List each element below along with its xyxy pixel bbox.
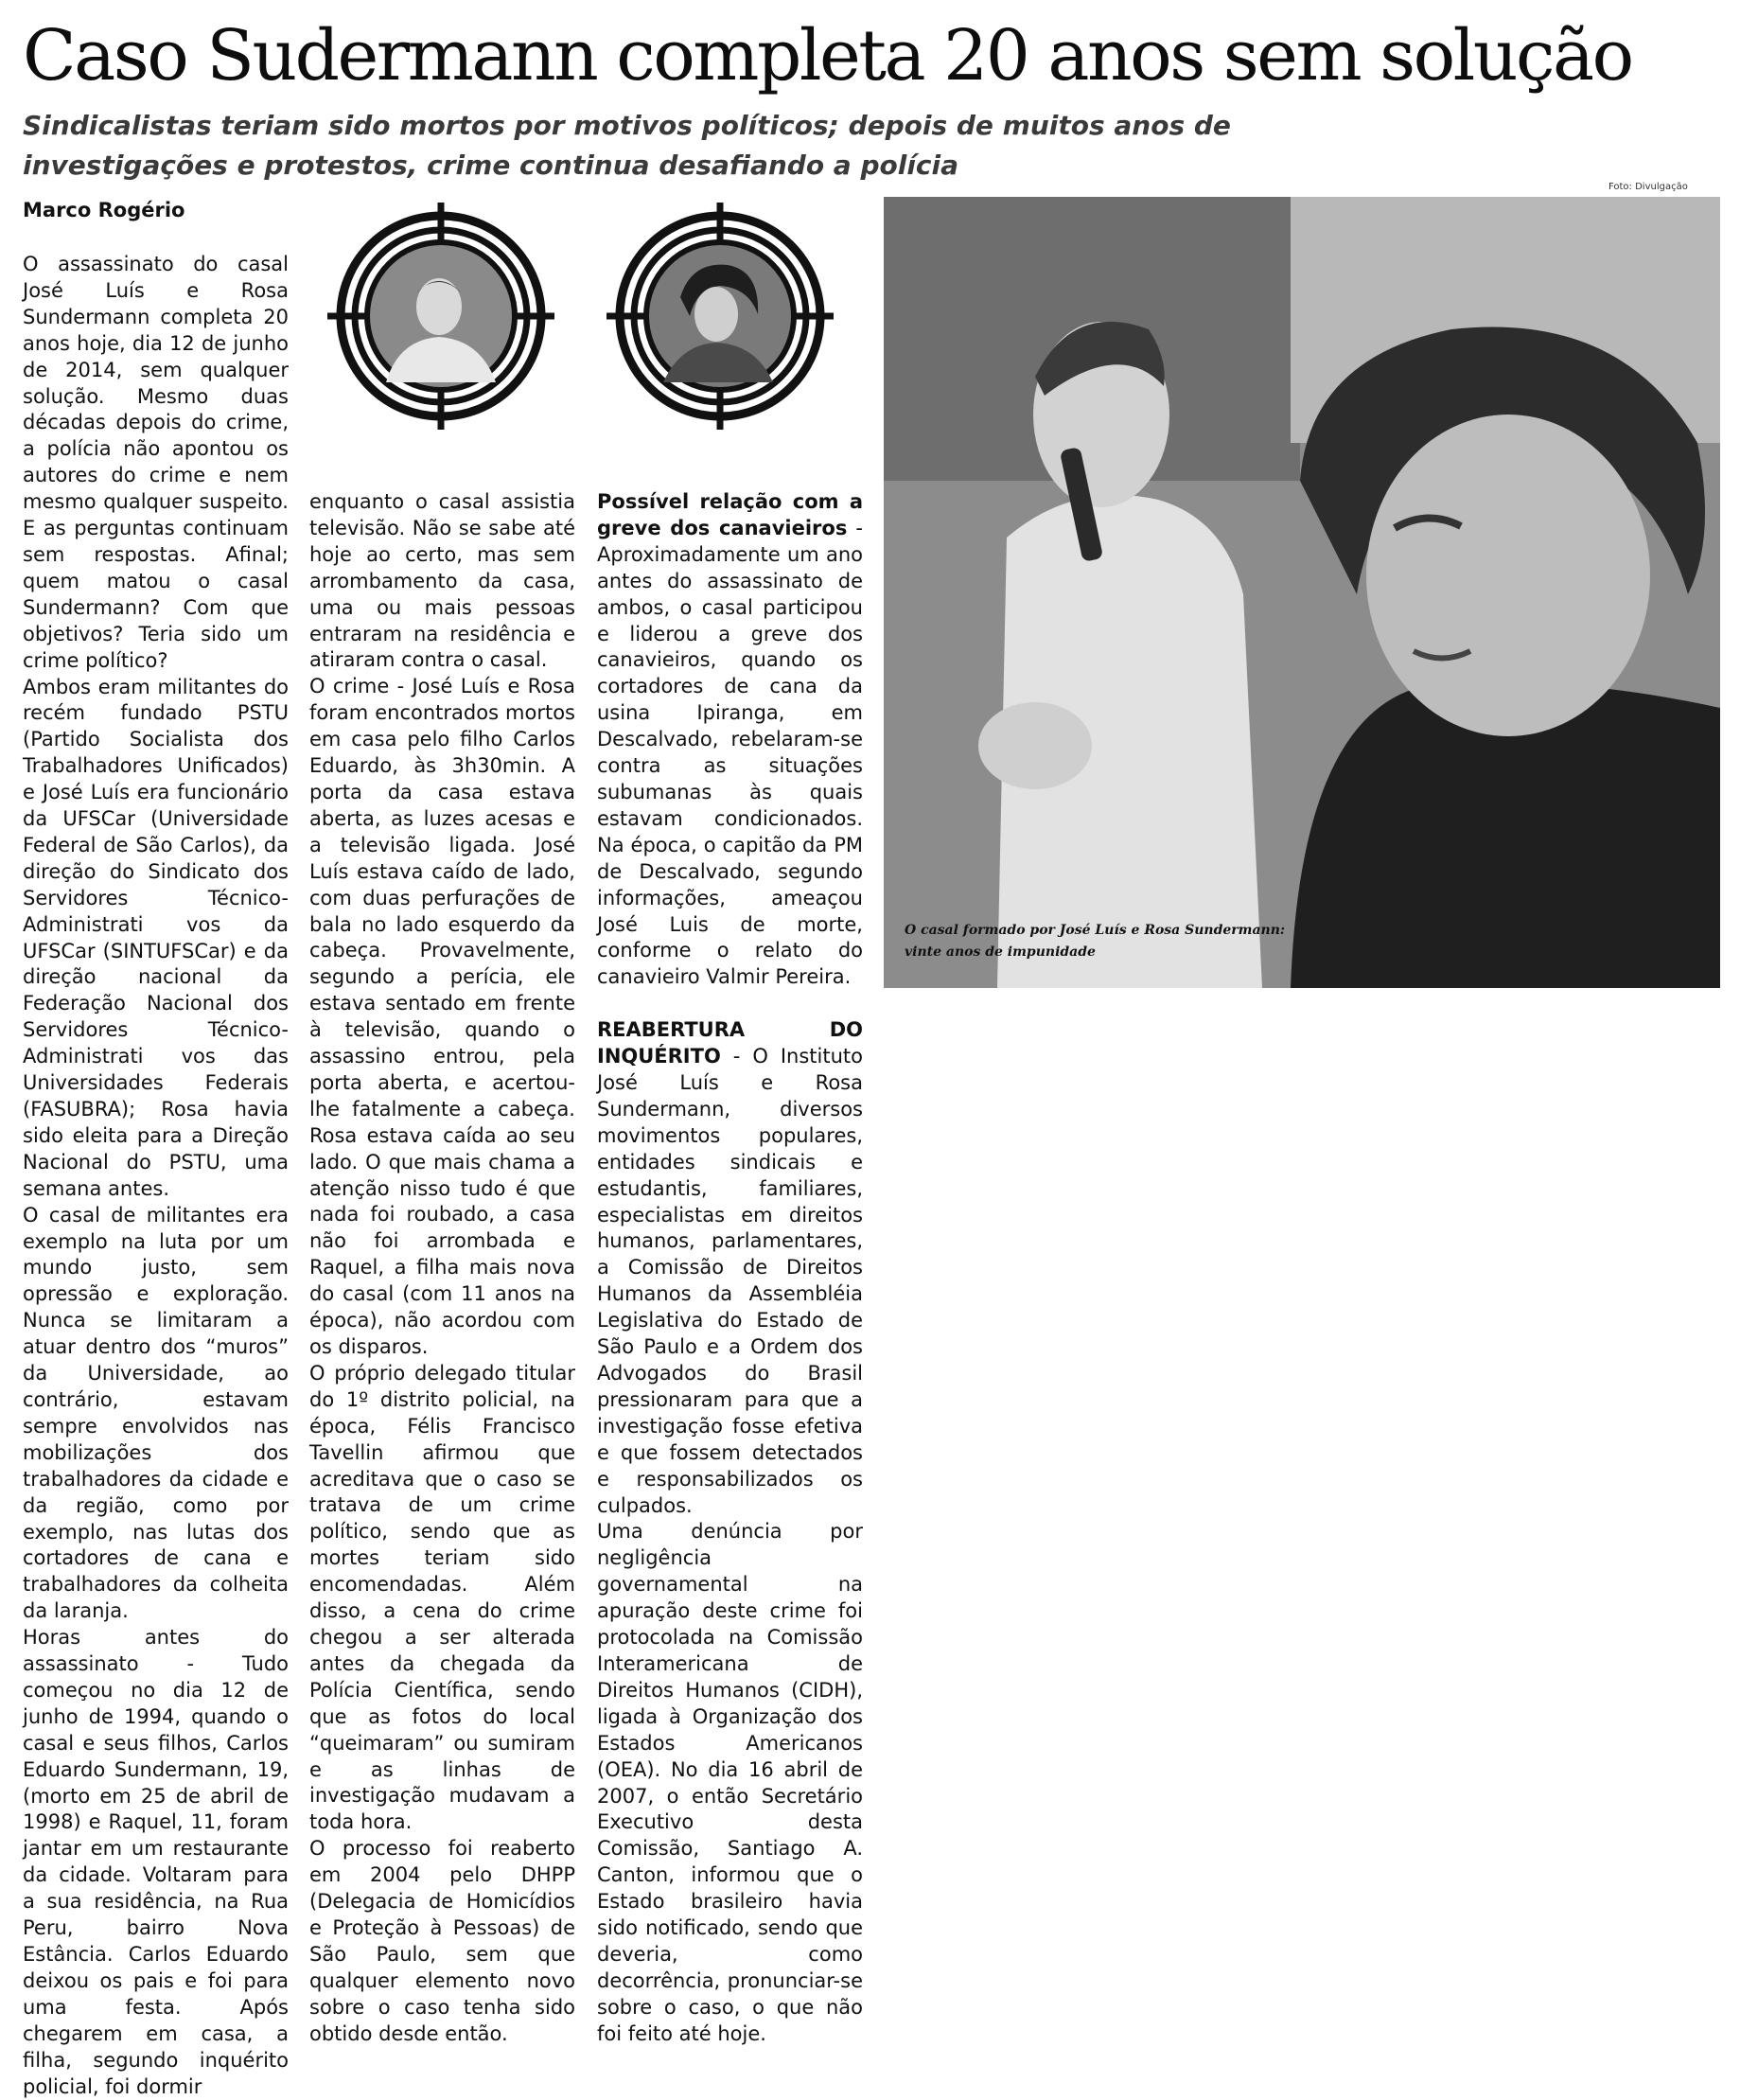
paragraph-lead: Horas antes do assassinato bbox=[23, 1626, 289, 1676]
paragraph-body: - O Instituto José Luís e Rosa Sundermann, diversos movimentos populares, entidades sindicais e estudantis, familiares, especialistas em direitos humanos, parlamentares, a Comissão de Direitos Humanos da Assembléia Legislativa do Estado de São Paulo e a Ordem dos Advogados do Brasil pressionaram para que a investigação fosse efetiva e que fossem detectados e responsabilizados os culpados. bbox=[597, 1045, 863, 1517]
woman-face bbox=[1366, 415, 1650, 736]
paragraph bbox=[597, 1017, 863, 1519]
portrait-target-jose bbox=[327, 203, 554, 430]
section-heading: REABERTURA DO INQUÉRITO bbox=[597, 1018, 863, 1068]
man-hand bbox=[978, 702, 1092, 789]
paragraph-gap bbox=[597, 991, 863, 1017]
photo-caption: O casal formado por José Luís e Rosa Sundermann: vinte anos de impunidade bbox=[905, 923, 1286, 960]
paragraph-body: - José Luís e Rosa foram encontrados mortos em casa pelo filho Carlos Eduardo, às 3h30min. A porta da casa estava aberta, as luzes acesas e a televisão ligada. José Luís estava caído de lado, com duas perfurações de bala no lado esquerdo da cabeça. Provavelmente, segundo a perícia, ele estava sentado em frente à televisão, quando o assassino entrou, pela porta aberta, e acertou-lhe fatalmente a cabeça. Rosa estava caída ao seu lado. O que mais chama a atenção nisso tudo é que nada foi roubado, a casa não foi arrombada e Raquel, a filha mais nova do casal (com 11 anos na época), não acordou com os disparos. bbox=[309, 675, 575, 1358]
main-photo bbox=[884, 197, 1720, 988]
paragraph bbox=[23, 1625, 289, 2100]
paragraph: O casal de militantes era exemplo na luta por um mundo justo, sem opressão e exploração. Nunca se limitaram a atuar dentro dos “muros” da Universidade, ao contrário, estavam sempre envolvidos nas mobilizações dos trabalhadores da cidade e da região, como por exemplo, nas lutas dos cortadores de cana e trabalhadores da colheita da laranja. bbox=[23, 1203, 289, 1623]
paragraph: O assassinato do casal José Luís e Rosa Sundermann completa 20 anos hoje, dia 12 de junho de 2014, sem qualquer solução. Mesmo duas décadas depois do crime, a polícia não apontou os autores do crime e nem mesmo qualquer suspeito. E as perguntas continuam sem respostas. Afinal; quem matou o casal Sundermann? Com que objetivos? Teria sido um crime político? bbox=[23, 253, 289, 672]
headline: Caso Sudermann completa 20 anos sem solução bbox=[23, 15, 1632, 97]
paragraph: Uma denúncia por negligência governamental na apuração deste crime foi protocolada na Comissão Interamericana de Direitos Humanos (CIDH), ligada à Organização dos Estados Americanos (OEA). No dia 16 abril de 2007, o então Secretário Executivo desta Comissão, Santiago A. Canton, informou que o Estado brasileiro havia sido notificado, sendo que deveria, como decorrência, pronunciar-se sobre o caso, o que não foi feito até hoje. bbox=[597, 1520, 863, 2045]
byline: Marco Rogério bbox=[23, 199, 185, 221]
portrait-face bbox=[694, 287, 738, 342]
article-column-2 bbox=[309, 489, 575, 2047]
paragraph bbox=[597, 489, 863, 991]
paragraph-lead: O crime bbox=[309, 675, 390, 698]
paragraph-body: - Tudo começou no dia 12 de junho de 1994, quando o casal e seus filhos, Carlos Eduardo Sundermann, 19, (morto em 25 de abril de 1998) e Raquel, 11, foram jantar em um restaurante da cidade. Voltaram para a sua residência, na Rua Peru, bairro Nova Estância. Carlos Eduardo deixou os pais e foi para uma festa. Após chegarem em casa, a filha, segundo inquérito policial, foi dormir bbox=[23, 1652, 289, 2098]
section-heading: Possível relação com a greve dos canavieiros bbox=[597, 490, 863, 539]
paragraph bbox=[309, 674, 575, 1361]
paragraph: Ambos eram militantes do recém fundado PSTU (Partido Socialista dos Trabalhadores Unificados) e José Luís era funcionário da UFSCar (Universidade Federal de São Carlos), da direção do Sindicato dos Servidores Técnico-Administrati vos da UFSCar (SINTUFSCar) e da direção nacional da Federação Nacional dos Servidores Técnico-Administrati vos das Universidades Federais (FASUBRA); Rosa havia sido eleita para a Direção Nacional do PSTU, uma semana antes. bbox=[23, 675, 289, 1200]
subtitle: Sindicalistas teriam sido mortos por motivos políticos; depois de muitos anos de investigações e protestos, crime continua desafiando a polícia bbox=[23, 110, 1231, 181]
photo-illustration bbox=[884, 197, 1720, 988]
paragraph: O processo foi reaberto em 2004 pelo DHPP (Delegacia de Homicídios e Proteção à Pessoas) de São Paulo, sem que qualquer elemento novo sobre o caso tenha sido obtido desde então. bbox=[309, 1837, 575, 2045]
article-column-3 bbox=[597, 489, 863, 2048]
article-column-1 bbox=[23, 252, 289, 2100]
portrait-face bbox=[416, 278, 462, 335]
portrait-target-rosa bbox=[606, 203, 834, 430]
paragraph: O próprio delegado titular do 1º distrito policial, na época, Félis Francisco Tavellin afirmou que acreditava que o caso se tratava de um crime político, sendo que as mortes teriam sido encomendadas. Além disso, a cena do crime chegou a ser alterada antes da chegada da Polícia Científica, sendo que as fotos do local “queimaram” ou sumiram e as linhas de investigação mudavam a toda hora. bbox=[309, 1361, 575, 1834]
photo-credit: Foto: Divulgação bbox=[1608, 182, 1688, 192]
paragraph-body: - Aproximadamente um ano antes do assassinato de ambos, o casal participou e liderou a greve dos canavieiros, quando os cortadores de cana da usina Ipiranga, em Descalvado, rebelaram-se contra as situações subumanas às quais estavam condicionados. Na época, o capitão da PM de Descalvado, segundo informações, ameaçou José Luis de morte, conforme o relato do canavieiro Valmir Pereira. bbox=[597, 516, 863, 989]
paragraph: enquanto o casal assistia televisão. Não se sabe até hoje ao certo, mas sem arrombamento da casa, uma ou mais pessoas entraram na residência e atiraram contra o casal. bbox=[309, 490, 575, 672]
